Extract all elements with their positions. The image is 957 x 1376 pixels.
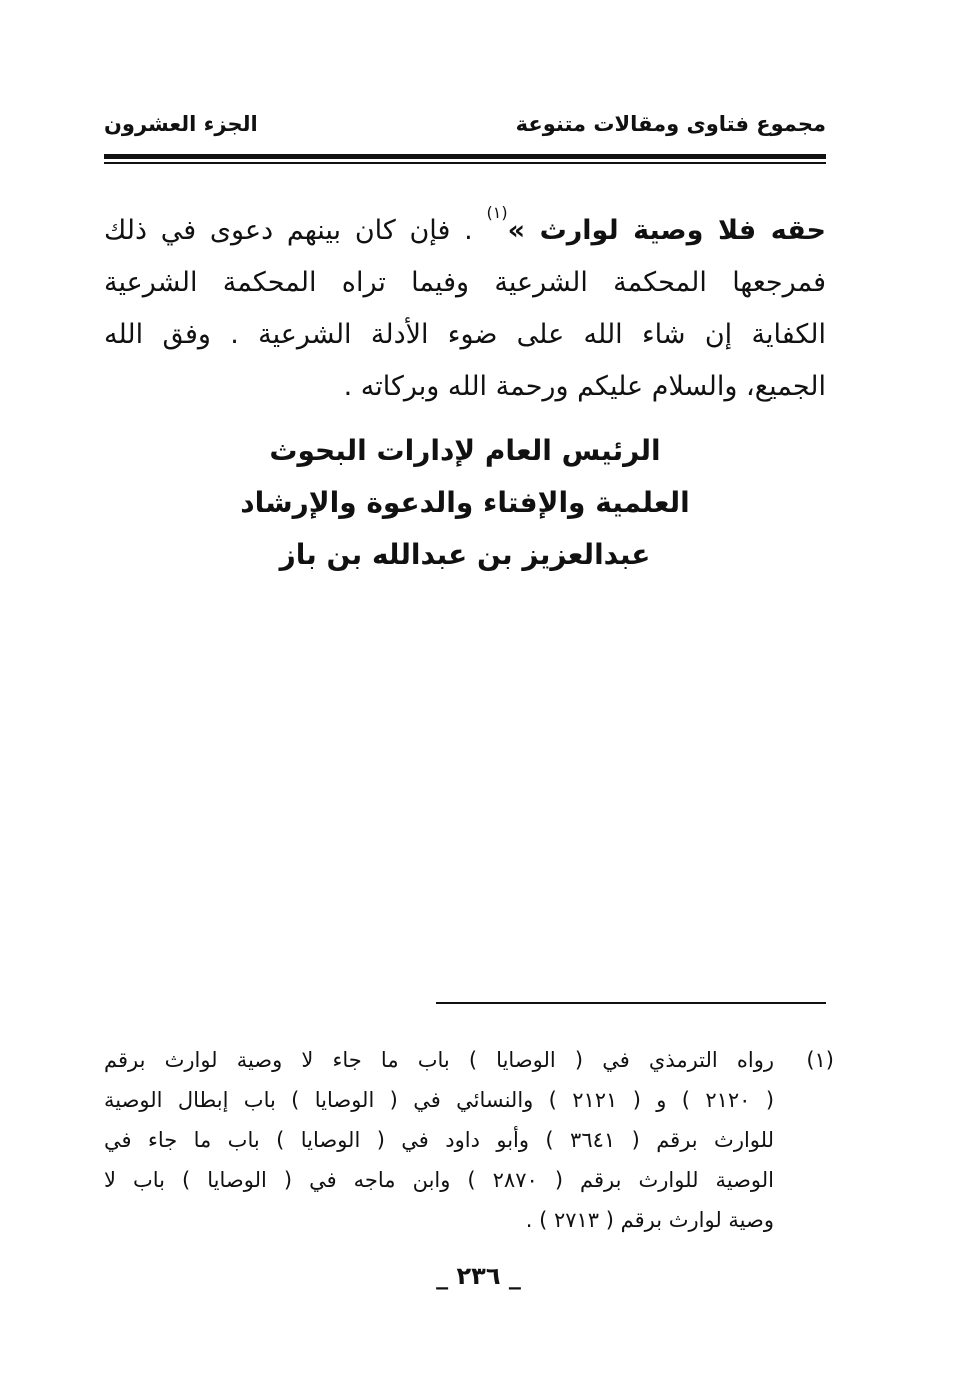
body-line-1: [104, 205, 826, 257]
signature-name: عبدالعزيز بن عبدالله بن باز: [279, 538, 651, 571]
footnote-line-3: للوارث برقم ( ٣٦٤١ ) وأبو داود في ( الوصايا ) باب ما جاء في: [104, 1128, 774, 1152]
footnote: [104, 1040, 834, 1240]
footnote-line-2: ( ٢١٢٠ ) و ( ٢١٢١ ) والنسائي في ( الوصايا ) باب إبطال الوصية: [104, 1088, 775, 1112]
body-line-3: الكفاية إن شاء الله على ضوء الأدلة الشرعية . وفق الله: [104, 319, 826, 350]
body-line-1-rest: . فإن كان بينهم دعوى في ذلك: [104, 215, 473, 246]
footnote-body: [104, 1040, 774, 1240]
hadith-quote: حقه فلا وصية لوارث »: [507, 215, 826, 246]
book-title: مجموع فتاوى ومقالات متنوعة: [515, 112, 826, 136]
body-line-2: فمرجعها المحكمة الشرعية وفيما تراه المحكمة الشرعية: [104, 267, 826, 298]
signature-block: [104, 425, 826, 581]
footnote-line-5: وصية لوارث برقم ( ٢٧١٣ ) .: [525, 1208, 774, 1232]
running-header: [104, 112, 826, 152]
footnote-line-4: الوصية للوارث برقم ( ٢٨٧٠ ) وابن ماجه في ( الوصايا ) باب لا: [104, 1168, 775, 1192]
footnote-line-1: رواه الترمذي في ( الوصايا ) باب ما جاء لا وصية لوارث برقم: [104, 1048, 774, 1072]
signature-title-1: الرئيس العام لإدارات البحوث: [269, 434, 661, 467]
header-rule-thin: [104, 162, 826, 164]
footnote-ref: (١): [486, 203, 508, 222]
footnote-number: (١): [806, 1048, 834, 1072]
page-number: _ ٢٣٦ _: [436, 1262, 521, 1290]
header-rule-thick: [104, 154, 826, 159]
signature-title-2: العلمية والإفتاء والدعوة والإرشاد: [240, 486, 690, 519]
volume-label: الجزء العشرون: [104, 112, 258, 136]
body-line-4: الجميع، والسلام عليكم ورحمة الله وبركاته .: [343, 371, 826, 402]
footnote-separator: [436, 1002, 826, 1004]
body-paragraph: [104, 205, 826, 413]
